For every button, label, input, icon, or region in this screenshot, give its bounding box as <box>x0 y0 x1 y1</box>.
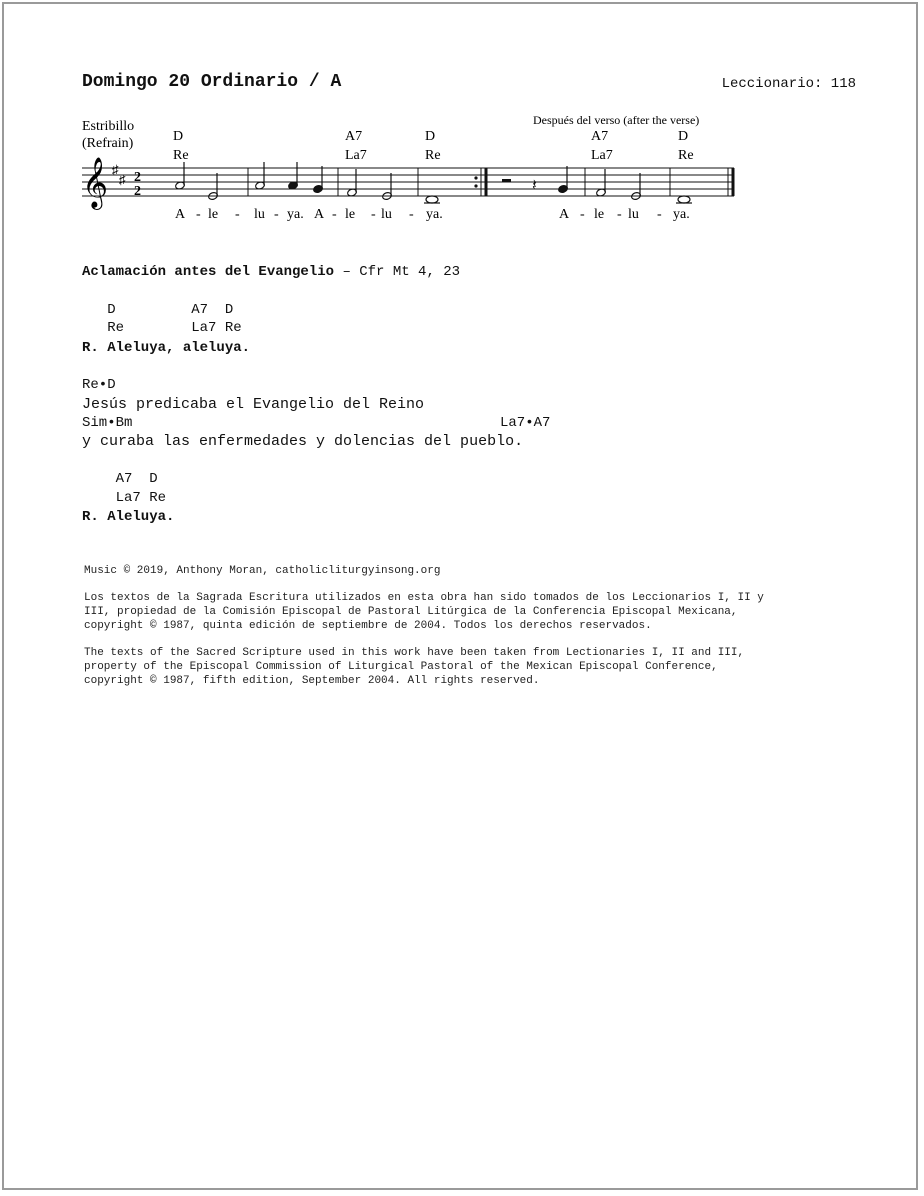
svg-text:𝄽: 𝄽 <box>532 177 537 194</box>
svg-text:le: le <box>208 207 219 222</box>
verse-chord: La7•A7 <box>500 415 551 431</box>
svg-text:-: - <box>371 207 376 222</box>
chord-symbol-es: La7 <box>345 148 367 163</box>
chord-symbol-es: La7 <box>591 148 613 163</box>
time-signature: 2 <box>134 184 141 199</box>
chord-line-es: La7 Re <box>82 490 167 506</box>
svg-text:-: - <box>657 207 662 222</box>
svg-text:A: A <box>314 207 325 222</box>
chord-symbol-es: Re <box>173 148 189 163</box>
svg-text:A: A <box>175 207 186 222</box>
chord-symbol: D <box>678 129 689 144</box>
chord-line: A7 D <box>82 471 158 487</box>
response-text: R. Aleluya, aleluya. <box>82 340 251 356</box>
svg-text:le: le <box>594 207 605 222</box>
svg-text:-: - <box>617 207 622 222</box>
svg-text:A: A <box>559 207 570 222</box>
chord-symbol: A7 <box>591 129 609 144</box>
chord-symbol-es: Re <box>425 148 441 163</box>
page-title: Domingo 20 Ordinario / A <box>82 72 342 92</box>
svg-text:ya.: ya. <box>673 207 690 222</box>
svg-text:-: - <box>274 207 279 222</box>
leccionario-number: Leccionario: 118 <box>721 76 856 92</box>
copyright-english: The texts of the Sacred Scripture used in this work have been taken from Lectionaries I, II and III, property of the Episcopal Commission of Liturgical Pastoral of the Mexican Episcopal Conference, copyright © 1987, fifth edition, September 2004. All rights reserved. <box>84 647 745 687</box>
svg-text:lu: lu <box>254 207 265 222</box>
verse-chord: Sim•Bm <box>82 415 133 431</box>
chord-symbol: A7 <box>345 129 363 144</box>
verse-line: Jesús predicaba el Evangelio del Reino <box>82 396 425 413</box>
refrain-label: (Refrain) <box>82 136 134 151</box>
time-signature: 2 <box>134 170 141 185</box>
svg-text:-: - <box>409 207 414 222</box>
chord-symbol: D <box>173 129 184 144</box>
svg-text:-: - <box>196 207 201 222</box>
svg-text:ya.: ya. <box>426 207 443 222</box>
svg-text:-: - <box>580 207 585 222</box>
after-verse-label: Después del verso (after the verse) <box>533 113 700 127</box>
chord-symbol: D <box>425 129 436 144</box>
copyright-spanish: Los textos de la Sagrada Escritura utilizados en esta obra han sido tomados de los Leccionarios I, II y III, propiedad de la Comisión Episcopal de Pastoral Litúrgica de la Conferencia Episcopal Mexicana, copyright © 1987, quinta edición de septiembre de 2004. Todos los derechos reservados. <box>84 592 764 632</box>
acclamation-heading: Aclamación antes del Evangelio <box>82 264 335 280</box>
svg-text:-: - <box>332 207 337 222</box>
verse-line: y curaba las enfermedades y dolencias del pueblo. <box>82 433 524 450</box>
scripture-reference: – Cfr Mt 4, 23 <box>334 264 461 280</box>
verse-chord: Re•D <box>82 377 116 393</box>
svg-text:lu: lu <box>381 207 392 222</box>
response-text: R. Aleluya. <box>82 509 175 525</box>
sharp-icon: ♯ <box>112 162 119 177</box>
sharp-icon: ♯ <box>119 172 126 187</box>
svg-text:-: - <box>235 207 240 222</box>
svg-text:ya.: ya. <box>287 207 304 222</box>
chord-line: D A7 D <box>82 302 234 318</box>
chord-symbol-es: Re <box>678 148 694 163</box>
svg-text:lu: lu <box>628 207 639 222</box>
acclamation-heading-line <box>82 264 460 280</box>
svg-text:le: le <box>345 207 356 222</box>
music-credit: Music © 2019, Anthony Moran, catholicliturgyinsong.org <box>84 565 441 577</box>
chord-line-es: Re La7 Re <box>82 320 242 336</box>
treble-clef-icon: 𝄞 <box>82 158 109 207</box>
lyrics <box>175 207 690 222</box>
estribillo-label: Estribillo <box>82 119 135 134</box>
